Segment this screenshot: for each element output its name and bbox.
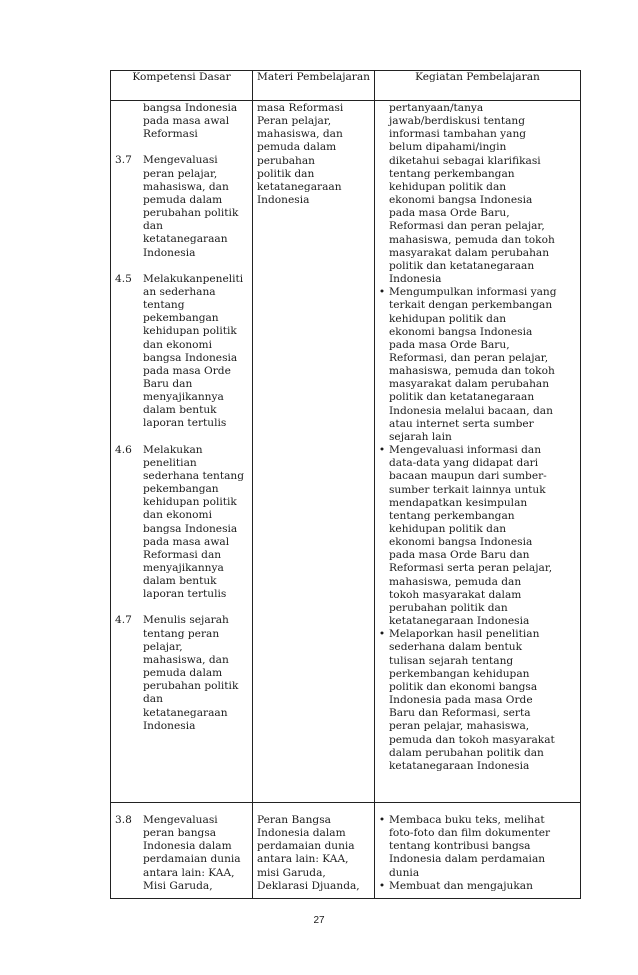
kegiatan-line: pemuda dan tokoh masyarakat	[389, 733, 555, 746]
kd-line: pelajar,	[143, 640, 183, 653]
kegiatan-line: ketatanegaraan Indonesia	[389, 615, 530, 628]
page-number: 27	[313, 915, 325, 926]
kegiatan-line: perubahan politik dan	[389, 601, 508, 614]
kd-item	[111, 154, 252, 259]
kd-line: pemuda dalam	[143, 193, 223, 206]
kd-text	[143, 444, 252, 602]
kd-cell	[111, 101, 253, 803]
kegiatan-line: Indonesia melalui bacaan, dan	[389, 404, 553, 417]
kd-line: Indonesia dalam	[143, 840, 232, 853]
kegiatan-line: masyarakat dalam perubahan	[389, 246, 550, 259]
kd-item	[111, 273, 252, 431]
header-materi-pembelajaran: Materi Pembelajaran	[253, 71, 375, 101]
kd-line: dalam bentuk	[143, 404, 217, 417]
spacer	[111, 601, 252, 614]
kd-line: Reformasi	[143, 128, 198, 141]
kd-text	[143, 814, 252, 893]
kegiatan-line: data-data yang didapat dari	[389, 457, 539, 470]
kegiatan-line: mahasiswa, pemuda dan	[389, 575, 522, 588]
kd-line: bangsa Indonesia	[143, 522, 238, 535]
kd-line: pada masa Orde	[143, 364, 231, 377]
kd-line: laporan tertulis	[143, 417, 227, 430]
kegiatan-line: Membuat dan mengajukan	[389, 879, 533, 892]
kd-number: 3.8	[115, 814, 132, 826]
kegiatan-line: Mengumpulkan informasi yang	[389, 286, 557, 299]
materi-cell	[253, 803, 375, 899]
materi-line: Indonesia dalam	[257, 827, 346, 840]
kegiatan-bullet-item	[375, 628, 576, 773]
kd-line: dan ekonomi	[143, 338, 212, 351]
kd-item	[111, 444, 252, 602]
materi-line: Peran pelajar,	[257, 115, 332, 128]
kd-line: perdamaian dunia	[143, 853, 241, 866]
materi-line: antara lain: KAA,	[257, 853, 349, 866]
bullet-icon: •	[378, 444, 386, 457]
kd-line: Menulis sejarah	[143, 614, 229, 627]
kd-line: pekembangan	[143, 312, 219, 325]
kd-line: bangsa Indonesia	[143, 351, 238, 364]
kegiatan-line: Baru dan Reformasi, serta	[389, 707, 531, 720]
kd-line: dan	[143, 220, 163, 233]
kegiatan-line: mendapatkan kesimpulan	[389, 496, 528, 509]
kegiatan-line: Membaca buku teks, melihat	[389, 814, 545, 826]
materi-line: perdamaian dunia	[257, 840, 355, 853]
kd-line: Baru dan	[143, 377, 193, 390]
kegiatan-line: bacaan maupun dari sumber-	[389, 470, 547, 483]
kd-number: 4.5	[115, 272, 132, 285]
kegiatan-line: Melaporkan hasil penelitian	[389, 628, 540, 641]
kd-text	[143, 273, 252, 431]
kd-number: 4.6	[115, 443, 132, 456]
kegiatan-cell	[375, 101, 581, 803]
kd-line: laporan tertulis	[143, 588, 227, 601]
kegiatan-line: ekonomi bangsa Indonesia	[389, 325, 533, 338]
kd-line: dan	[143, 693, 163, 706]
kegiatan-line: masyarakat dalam perubahan	[389, 378, 550, 391]
table-row	[111, 101, 581, 803]
materi-line: ketatanegaraan	[257, 180, 342, 193]
kd-line: perubahan politik	[143, 207, 239, 220]
kd-text	[143, 154, 252, 259]
materi-line: perubahan	[257, 154, 315, 167]
kegiatan-line: belum dipahami/ingin	[389, 141, 507, 154]
kd-line: dan ekonomi	[143, 509, 212, 522]
kd-line: antara lain: KAA,	[143, 866, 235, 879]
kd-line: Mengevaluasi	[143, 814, 218, 826]
materi-line: Peran Bangsa	[257, 814, 331, 826]
kegiatan-line: peran pelajar, mahasiswa,	[389, 720, 530, 733]
table-row	[111, 803, 581, 899]
kegiatan-line: dalam perubahan politik dan	[389, 746, 544, 759]
kegiatan-line: Reformasi dan peran pelajar,	[389, 220, 545, 233]
kegiatan-line: pertanyaan/tanya	[389, 102, 484, 114]
kd-line: kehidupan politik	[143, 496, 237, 509]
kd-item	[111, 814, 252, 893]
learning-table	[110, 70, 581, 899]
table-header-row	[111, 71, 581, 101]
kegiatan-line: sederhana dalam bentuk	[389, 641, 523, 654]
kegiatan-line: Indonesia	[389, 273, 442, 286]
kegiatan-line: dunia	[389, 866, 420, 879]
kd-text	[143, 614, 252, 732]
kd-number: 4.7	[115, 614, 132, 627]
kegiatan-text	[389, 286, 576, 444]
kd-line: tentang	[143, 299, 185, 312]
kegiatan-line: tulisan sejarah tentang	[389, 654, 514, 667]
kegiatan-text	[389, 444, 576, 628]
kd-line: mahasiswa, dan	[143, 180, 229, 193]
kegiatan-line: ekonomi bangsa Indonesia	[389, 194, 533, 207]
header-kompetensi-dasar: Kompetensi Dasar	[111, 71, 253, 101]
kd-item	[111, 614, 252, 732]
kd-line: Misi Garuda,	[143, 879, 213, 892]
kegiatan-text	[389, 880, 576, 893]
kegiatan-bullet-item	[375, 814, 576, 880]
kegiatan-line: politik dan ketatanegaraan	[389, 391, 535, 404]
kd-line: tentang peran	[143, 627, 220, 640]
materi-line: mahasiswa, dan	[257, 128, 343, 141]
kegiatan-line: tentang perkembangan	[389, 167, 515, 180]
kegiatan-line: kehidupan politik dan	[389, 312, 507, 325]
kd-line: Melakukanpeneliti	[143, 272, 244, 285]
kegiatan-bullet-item	[375, 444, 576, 628]
kegiatan-cell	[375, 803, 581, 899]
kd-line: perubahan politik	[143, 680, 239, 693]
kegiatan-line: tentang perkembangan	[389, 509, 515, 522]
bullet-icon: •	[378, 814, 386, 826]
kd-line: menyajikannya	[143, 562, 224, 574]
kd-line: Reformasi dan	[143, 548, 222, 561]
header-kegiatan-pembelajaran: Kegiatan Pembelajaran	[375, 71, 581, 101]
kegiatan-line: Mengevaluasi informasi dan	[389, 444, 542, 457]
materi-line: Deklarasi Djuanda,	[257, 879, 360, 892]
bullet-icon: •	[378, 628, 386, 641]
materi-line: pemuda dalam	[257, 141, 337, 154]
kegiatan-line: Reformasi serta peran pelajar,	[389, 562, 553, 575]
spacer	[111, 260, 252, 273]
kd-line: an sederhana	[143, 285, 216, 298]
kegiatan-line: diketahui sebagai klarifikasi	[389, 154, 541, 167]
kegiatan-line: perkembangan kehidupan	[389, 667, 530, 680]
kegiatan-line: Indonesia pada masa Orde	[389, 694, 533, 707]
kegiatan-line: kehidupan politik dan	[389, 180, 507, 193]
kd-line: pemuda dalam	[143, 667, 223, 680]
kegiatan-line: pada masa Orde Baru,	[389, 338, 510, 351]
kd-line: pekembangan	[143, 483, 219, 496]
kd-line: ketatanegaraan	[143, 233, 228, 246]
bullet-icon: •	[378, 879, 386, 892]
kd-line: Mengevaluasi	[143, 154, 218, 167]
kegiatan-bullet-item	[375, 880, 576, 893]
kd-line: penelitian	[143, 456, 197, 469]
kegiatan-text	[389, 814, 576, 880]
kd-line: mahasiswa, dan	[143, 653, 229, 666]
kegiatan-line: kehidupan politik dan	[389, 523, 507, 535]
kegiatan-text	[389, 628, 576, 773]
kd-line: pada masa awal	[143, 115, 230, 128]
kegiatan-line: foto-foto dan film dokumenter	[389, 827, 551, 840]
kd-line: Indonesia	[143, 246, 196, 259]
kegiatan-line: Reformasi, dan peran pelajar,	[389, 351, 549, 364]
kd-line: menyajikannya	[143, 391, 224, 404]
kegiatan-line: ekonomi bangsa Indonesia	[389, 536, 533, 549]
kegiatan-line: sejarah lain	[389, 430, 452, 443]
kegiatan-line: politik dan ekonomi bangsa	[389, 680, 538, 693]
kd-continuation	[111, 102, 252, 141]
kd-line: peran bangsa	[143, 827, 217, 840]
kegiatan-line: tokoh masyarakat dalam	[389, 588, 522, 601]
materi-line: misi Garuda,	[257, 866, 326, 879]
materi-line: politik dan	[257, 167, 315, 180]
materi-cell	[253, 101, 375, 803]
kd-cell	[111, 803, 253, 899]
kd-line: sederhana tentang	[143, 469, 244, 482]
kegiatan-line: tentang kontribusi bangsa	[389, 840, 531, 853]
kegiatan-line: informasi tambahan yang	[389, 128, 527, 141]
spacer	[111, 431, 252, 444]
bullet-icon: •	[378, 286, 386, 299]
kegiatan-line: atau internet serta sumber	[389, 417, 534, 430]
kd-line: peran pelajar,	[143, 167, 218, 180]
kd-line: ketatanegaraan	[143, 706, 228, 719]
kegiatan-line: jawab/berdiskusi tentang	[389, 115, 526, 128]
kd-line: kehidupan politik	[143, 325, 237, 338]
kegiatan-line: pada masa Orde Baru,	[389, 207, 510, 220]
kd-line: bangsa Indonesia	[143, 102, 238, 114]
materi-line: masa Reformasi	[257, 102, 344, 114]
kegiatan-line: mahasiswa, pemuda dan tokoh	[389, 233, 555, 246]
kegiatan-line: ketatanegaraan Indonesia	[389, 759, 530, 772]
kegiatan-line: sumber terkait lainnya untuk	[389, 483, 546, 496]
kd-number: 3.7	[115, 154, 132, 167]
kegiatan-line: pada masa Orde Baru dan	[389, 549, 530, 562]
kd-line: Indonesia	[143, 719, 196, 732]
kegiatan-continuation	[375, 102, 576, 286]
kegiatan-line: terkait dengan perkembangan	[389, 299, 553, 312]
kegiatan-line: politik dan ketatanegaraan	[389, 259, 535, 272]
spacer	[111, 141, 252, 154]
kd-line: dalam bentuk	[143, 575, 217, 588]
kegiatan-bullet-item	[375, 286, 576, 444]
materi-line: Indonesia	[257, 194, 310, 207]
kegiatan-line: Indonesia dalam perdamaian	[389, 853, 546, 866]
kd-line: Melakukan	[143, 443, 203, 456]
kd-line: pada masa awal	[143, 535, 230, 548]
kegiatan-line: mahasiswa, pemuda dan tokoh	[389, 365, 555, 378]
